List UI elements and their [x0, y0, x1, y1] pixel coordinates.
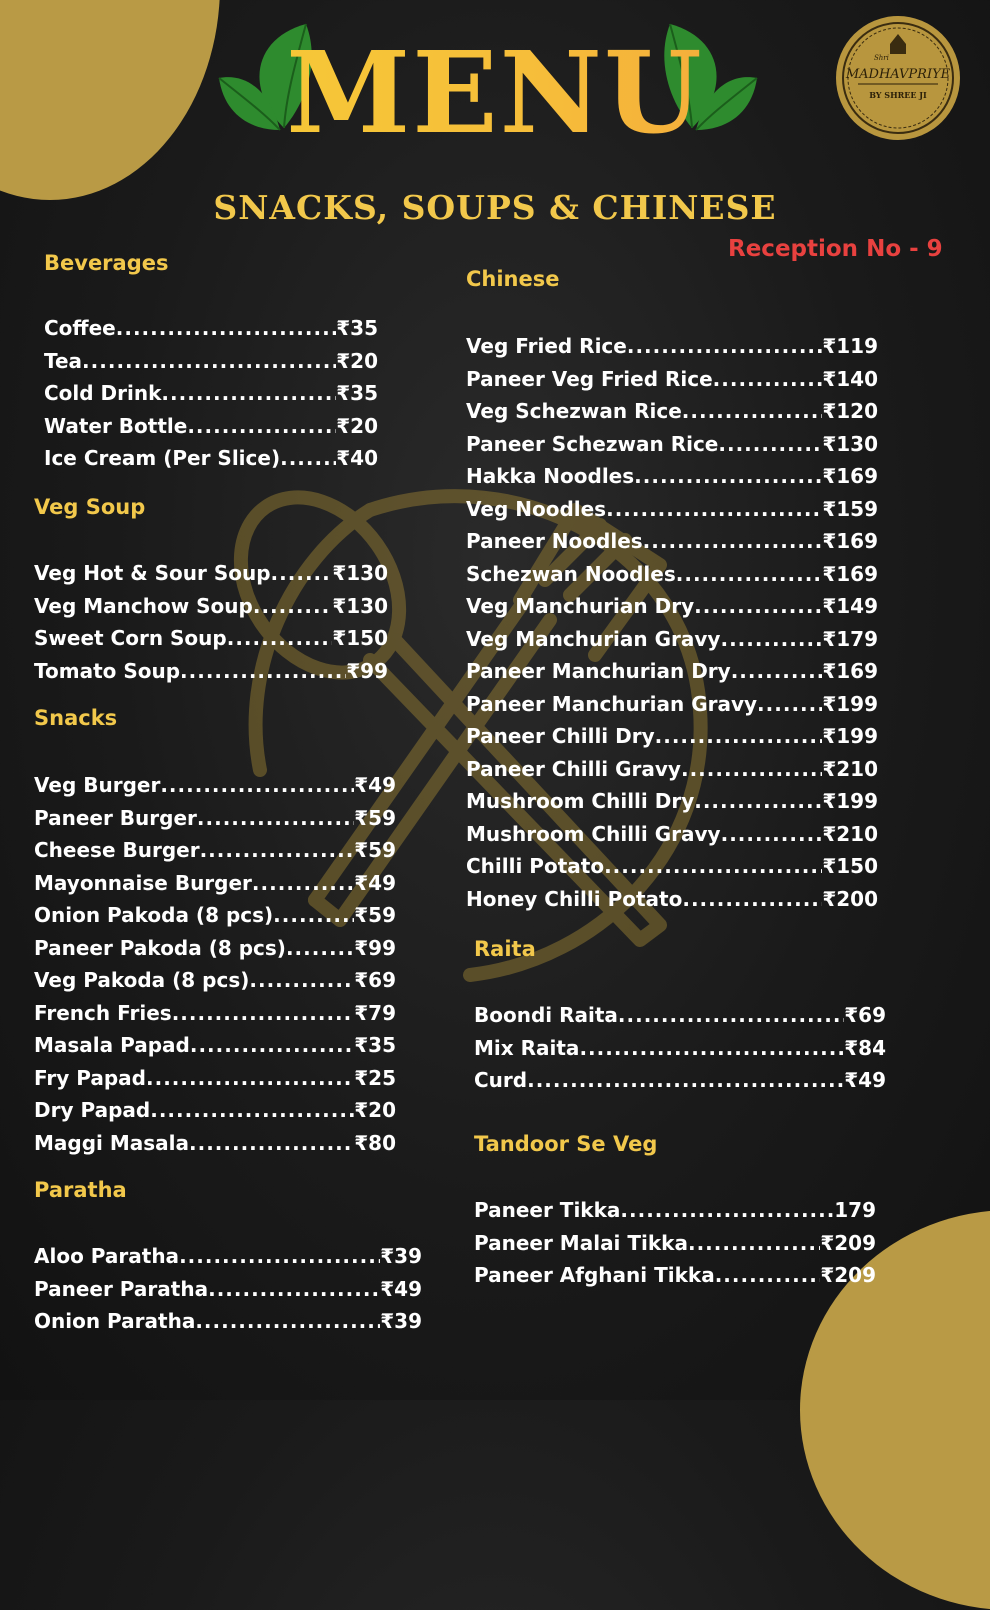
- section-title-chinese: Chinese: [466, 267, 560, 291]
- menu-item-price: ₹150: [332, 626, 388, 650]
- dot-leader: [731, 655, 823, 688]
- menu-item-name: Chilli Potato: [466, 854, 605, 878]
- menu-item-price: ₹39: [380, 1309, 422, 1333]
- menu-item: [474, 1227, 876, 1260]
- menu-item-name: Tomato Soup: [34, 658, 181, 683]
- menu-item-name: Veg Pakoda (8 pcs): [34, 968, 250, 992]
- section-title-raita: Raita: [474, 937, 536, 961]
- restaurant-logo: [834, 14, 962, 142]
- chinese-list: [466, 330, 878, 915]
- dot-leader: [627, 330, 822, 363]
- menu-item-price: ₹130: [332, 561, 388, 585]
- dot-leader: [688, 1227, 820, 1260]
- menu-item-price: ₹80: [354, 1130, 396, 1155]
- menu-item-price: ₹20: [336, 348, 378, 373]
- menu-item-name: Ice Cream (Per Slice): [44, 446, 281, 470]
- dot-leader: [227, 622, 333, 655]
- dot-leader: [189, 1127, 354, 1160]
- menu-item-name: Hakka Noodles: [466, 464, 635, 488]
- menu-item-name: Paneer Veg Fried Rice: [466, 366, 713, 391]
- menu-item: [34, 964, 396, 997]
- dot-leader: [720, 623, 822, 656]
- menu-item-price: ₹59: [354, 838, 396, 862]
- menu-item: [466, 525, 878, 558]
- menu-item: [466, 818, 878, 851]
- dot-leader: [195, 1305, 380, 1338]
- menu-item-name: Curd: [474, 1068, 528, 1092]
- paratha-list: [34, 1240, 422, 1338]
- menu-item-price: ₹169: [822, 561, 878, 586]
- menu-item-name: Aloo Paratha: [34, 1244, 180, 1268]
- menu-item-price: ₹119: [822, 334, 878, 358]
- menu-item-price: ₹120: [822, 399, 878, 423]
- menu-item-name: Veg Manchow Soup: [34, 593, 253, 618]
- menu-item: [34, 655, 388, 688]
- dot-leader: [682, 883, 822, 916]
- dot-leader: [172, 997, 355, 1030]
- menu-item-price: ₹169: [822, 529, 878, 553]
- menu-item-name: Paneer Chilli Gravy: [466, 756, 681, 781]
- menu-item-name: Veg Burger: [34, 773, 161, 797]
- dot-leader: [208, 1273, 380, 1306]
- svg-text:Shri: Shri: [874, 54, 889, 62]
- dot-leader: [643, 525, 823, 558]
- menu-item: [466, 623, 878, 656]
- menu-item-price: ₹210: [822, 821, 878, 846]
- menu-item-name: Mushroom Chilli Dry: [466, 789, 695, 813]
- menu-item-name: Veg Schezwan Rice: [466, 399, 682, 423]
- menu-item: [34, 899, 396, 932]
- menu-item-name: Onion Pakoda (8 pcs): [34, 903, 274, 927]
- svg-text:BY SHREE JI: BY SHREE JI: [869, 90, 927, 100]
- menu-item-price: ₹35: [336, 316, 378, 340]
- snacks-list: [34, 769, 396, 1159]
- menu-item-price: ₹149: [822, 594, 878, 618]
- dot-leader: [681, 753, 822, 786]
- menu-item-name: Paneer Schezwan Rice: [466, 431, 719, 456]
- menu-item-price: ₹169: [822, 659, 878, 683]
- dot-leader: [252, 867, 354, 900]
- dot-leader: [253, 590, 332, 623]
- menu-item-name: Mix Raita: [474, 1035, 580, 1060]
- menu-item-price: ₹140: [822, 366, 878, 391]
- menu-item: [466, 753, 878, 786]
- menu-item-name: Masala Papad: [34, 1033, 190, 1057]
- menu-item: [34, 590, 388, 623]
- menu-item-name: Boondi Raita: [474, 1003, 618, 1027]
- menu-item-price: ₹199: [822, 691, 878, 716]
- menu-item: [34, 1062, 396, 1095]
- dot-leader: [757, 688, 822, 721]
- menu-item-price: ₹49: [354, 870, 396, 895]
- menu-item-name: Paneer Malai Tikka: [474, 1230, 688, 1255]
- dot-leader: [655, 720, 823, 753]
- menu-item-name: Cold Drink: [44, 381, 162, 405]
- menu-item: [34, 802, 396, 835]
- dot-leader: [676, 558, 823, 591]
- menu-title: MENU: [0, 38, 990, 150]
- dot-leader: [197, 802, 354, 835]
- dot-leader: [280, 442, 336, 475]
- menu-item-price: ₹169: [822, 464, 878, 488]
- menu-item-name: Onion Paratha: [34, 1309, 196, 1333]
- menu-item-name: Paneer Pakoda (8 pcs): [34, 935, 286, 960]
- menu-item-price: ₹209: [820, 1263, 876, 1287]
- menu-item-name: Schezwan Noodles: [466, 561, 676, 586]
- menu-item-price: ₹40: [336, 446, 378, 470]
- menu-item-price: ₹49: [354, 773, 396, 797]
- menu-item-price: ₹130: [332, 593, 388, 618]
- menu-item: [466, 363, 878, 396]
- section-title-paratha: Paratha: [34, 1178, 127, 1202]
- menu-item: [34, 1127, 396, 1160]
- menu-item-price: ₹35: [336, 381, 378, 405]
- menu-item: [466, 720, 878, 753]
- dot-leader: [606, 493, 822, 526]
- menu-item-name: Paneer Tikka: [474, 1198, 621, 1222]
- menu-item-name: Paneer Chilli Dry: [466, 724, 655, 748]
- menu-item-price: ₹200: [822, 886, 878, 911]
- dot-leader: [150, 1094, 354, 1127]
- menu-item: [466, 558, 878, 591]
- menu-item-name: Maggi Masala: [34, 1130, 189, 1155]
- menu-item-price: ₹159: [822, 496, 878, 521]
- menu-item-name: Paneer Noodles: [466, 529, 643, 553]
- dot-leader: [634, 460, 822, 493]
- menu-item-price: ₹199: [822, 724, 878, 748]
- menu-item: [466, 785, 878, 818]
- menu-item: [474, 1259, 876, 1292]
- menu-item-price: ₹20: [354, 1098, 396, 1122]
- dot-leader: [190, 1029, 354, 1062]
- menu-item: [34, 1094, 396, 1127]
- dot-leader: [179, 1240, 380, 1273]
- menu-item-price: ₹35: [354, 1033, 396, 1057]
- menu-item-price: ₹179: [822, 626, 878, 651]
- menu-item: [474, 1194, 876, 1227]
- dot-leader: [187, 410, 336, 443]
- dot-leader: [721, 818, 823, 851]
- menu-item: [466, 688, 878, 721]
- dot-leader: [620, 1194, 834, 1227]
- menu-item-name: Veg Noodles: [466, 496, 607, 521]
- menu-item-name: Coffee: [44, 316, 116, 340]
- menu-item-name: Paneer Paratha: [34, 1276, 209, 1301]
- menu-item: [474, 1064, 886, 1097]
- dot-leader: [271, 557, 333, 590]
- menu-item-price: ₹39: [380, 1244, 422, 1268]
- menu-item-price: ₹130: [822, 431, 878, 456]
- menu-item-price: 179: [834, 1198, 876, 1222]
- menu-item: [34, 622, 388, 655]
- menu-item-name: Water Bottle: [44, 413, 188, 438]
- menu-item: [466, 850, 878, 883]
- menu-item: [44, 442, 378, 475]
- menu-item-price: ₹209: [820, 1230, 876, 1255]
- beverages-list: [44, 312, 378, 475]
- menu-item-name: Paneer Burger: [34, 805, 197, 830]
- menu-item-price: ₹59: [354, 903, 396, 927]
- menu-item: [474, 1032, 886, 1065]
- menu-item: [466, 883, 878, 916]
- menu-item-price: ₹69: [354, 968, 396, 992]
- menu-item-price: ₹84: [844, 1035, 886, 1060]
- menu-subtitle: SNACKS, SOUPS & CHINESE: [213, 188, 777, 227]
- menu-item: [466, 460, 878, 493]
- menu-item-price: ₹199: [822, 789, 878, 813]
- dot-leader: [694, 590, 822, 623]
- menu-item: [34, 932, 396, 965]
- dot-leader: [713, 363, 823, 396]
- menu-item-name: Sweet Corn Soup: [34, 626, 227, 650]
- menu-item-name: Paneer Afghani Tikka: [474, 1263, 715, 1287]
- dot-leader: [116, 312, 337, 345]
- menu-item-price: ₹99: [346, 658, 388, 683]
- dot-leader: [286, 932, 354, 965]
- menu-item: [466, 590, 878, 623]
- dot-leader: [694, 785, 822, 818]
- menu-item-name: Honey Chilli Potato: [466, 886, 683, 911]
- tandoor-list: [474, 1194, 876, 1292]
- dot-leader: [200, 834, 355, 867]
- menu-item: [34, 557, 388, 590]
- menu-item-price: ₹99: [354, 935, 396, 960]
- menu-item-name: Tea: [44, 348, 83, 373]
- section-title-veg-soup: Veg Soup: [34, 495, 146, 519]
- veg-soup-list: [34, 557, 388, 687]
- raita-list: [474, 999, 886, 1097]
- menu-item-name: Veg Fried Rice: [466, 334, 627, 358]
- section-title-snacks: Snacks: [34, 706, 118, 730]
- dot-leader: [249, 964, 354, 997]
- menu-item-name: Veg Hot & Sour Soup: [34, 561, 271, 585]
- menu-item-price: ₹69: [844, 1003, 886, 1027]
- menu-item: [34, 1240, 422, 1273]
- dot-leader: [604, 850, 822, 883]
- dot-leader: [718, 428, 822, 461]
- menu-item: [44, 377, 378, 410]
- section-title-beverages: Beverages: [44, 251, 169, 275]
- dot-leader: [273, 899, 354, 932]
- menu-item: [474, 999, 886, 1032]
- menu-item-price: ₹20: [336, 413, 378, 438]
- menu-item-name: Mushroom Chilli Gravy: [466, 821, 721, 846]
- menu-item: [466, 330, 878, 363]
- menu-item-name: Paneer Manchurian Gravy: [466, 691, 758, 716]
- menu-item-name: Cheese Burger: [34, 838, 200, 862]
- dot-leader: [715, 1259, 821, 1292]
- menu-item-name: French Fries: [34, 1000, 172, 1025]
- menu-item: [34, 1029, 396, 1062]
- menu-item: [466, 655, 878, 688]
- menu-item: [34, 997, 396, 1030]
- menu-item: [44, 410, 378, 443]
- menu-item: [34, 1305, 422, 1338]
- dot-leader: [146, 1062, 354, 1095]
- menu-item-price: ₹49: [844, 1068, 886, 1092]
- dot-leader: [82, 345, 336, 378]
- menu-item-price: ₹79: [354, 1000, 396, 1025]
- dot-leader: [579, 1032, 844, 1065]
- menu-item-price: ₹59: [354, 805, 396, 830]
- dot-leader: [527, 1064, 844, 1097]
- menu-item-name: Dry Papad: [34, 1098, 151, 1122]
- section-title-tandoor: Tandoor Se Veg: [474, 1132, 658, 1156]
- menu-item-name: Veg Manchurian Gravy: [466, 626, 721, 651]
- menu-item: [466, 395, 878, 428]
- menu-item-name: Veg Manchurian Dry: [466, 594, 695, 618]
- menu-item-price: ₹49: [380, 1276, 422, 1301]
- menu-item-name: Mayonnaise Burger: [34, 870, 252, 895]
- menu-item-price: ₹25: [354, 1065, 396, 1090]
- menu-item: [44, 345, 378, 378]
- menu-item: [44, 312, 378, 345]
- dot-leader: [180, 655, 346, 688]
- svg-text:MADHAVPRIYE: MADHAVPRIYE: [845, 67, 951, 82]
- dot-leader: [160, 769, 354, 802]
- menu-item-name: Fry Papad: [34, 1065, 146, 1090]
- dot-leader: [682, 395, 823, 428]
- menu-item: [466, 493, 878, 526]
- menu-item-price: ₹150: [822, 854, 878, 878]
- menu-item-name: Paneer Manchurian Dry: [466, 659, 731, 683]
- menu-item: [34, 769, 396, 802]
- menu-item: [34, 867, 396, 900]
- menu-item-price: ₹210: [822, 756, 878, 781]
- menu-item: [466, 428, 878, 461]
- menu-item: [34, 1273, 422, 1306]
- dot-leader: [618, 999, 844, 1032]
- reception-number: Reception No - 9: [728, 236, 943, 262]
- dot-leader: [161, 377, 336, 410]
- menu-item: [34, 834, 396, 867]
